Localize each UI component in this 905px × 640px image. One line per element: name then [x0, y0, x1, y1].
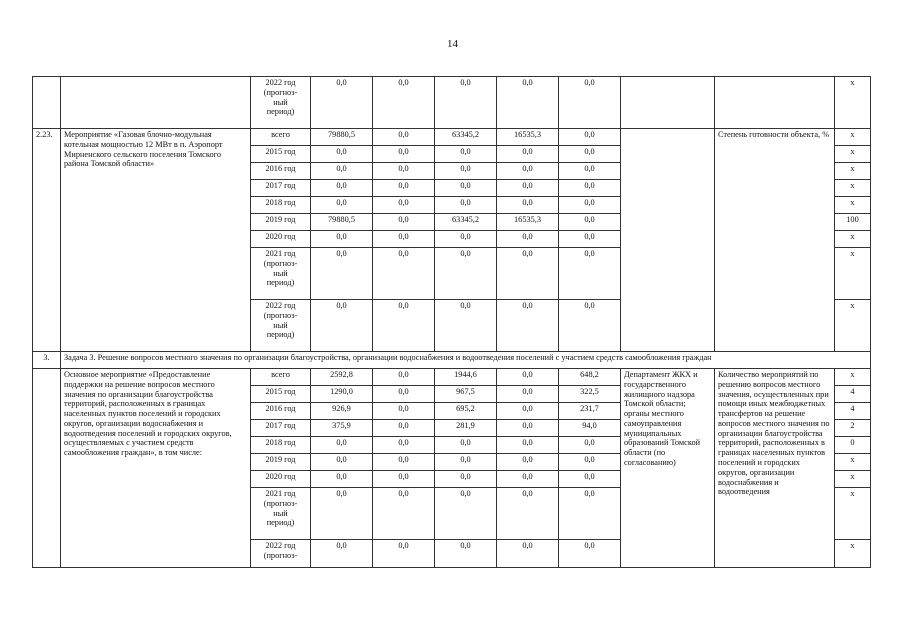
value-local: 0,0: [497, 77, 559, 129]
value-total: 0,0: [311, 180, 373, 197]
value-regional: 0,0: [435, 540, 497, 568]
value-federal: 0,0: [373, 197, 435, 214]
value-federal: 0,0: [373, 454, 435, 471]
value-regional: 0,0: [435, 146, 497, 163]
year-cell: 2018 год: [251, 437, 311, 454]
value-total: 926,9: [311, 403, 373, 420]
value-total: 0,0: [311, 488, 373, 540]
value-other: 0,0: [559, 231, 621, 248]
indicator-cell: Степень готовности объекта, %: [715, 129, 835, 352]
task-number: 3.: [33, 352, 61, 369]
indicator-cell: [715, 77, 835, 129]
value-other: 0,0: [559, 180, 621, 197]
target-cell: х: [835, 488, 871, 540]
target-cell: х: [835, 197, 871, 214]
value-other: 0,0: [559, 197, 621, 214]
page-number: 14: [447, 38, 458, 50]
value-federal: 0,0: [373, 180, 435, 197]
value-federal: 0,0: [373, 129, 435, 146]
target-cell: х: [835, 454, 871, 471]
value-regional: 0,0: [435, 197, 497, 214]
value-total: 79880,5: [311, 214, 373, 231]
year-cell: всего: [251, 369, 311, 386]
value-regional: 0,0: [435, 248, 497, 300]
year-cell: 2018 год: [251, 197, 311, 214]
value-other: 0,0: [559, 300, 621, 352]
value-local: 0,0: [497, 146, 559, 163]
value-other: 0,0: [559, 437, 621, 454]
target-cell: х: [835, 146, 871, 163]
task-text: Задача 3. Решение вопросов местного значения по организации благоустройства, организации водоснабжения и водоотведения поселений с участием средств самообложения граждан: [61, 352, 871, 369]
year-cell: 2016 год: [251, 163, 311, 180]
value-regional: 0,0: [435, 77, 497, 129]
year-cell: 2019 год: [251, 214, 311, 231]
value-local: 0,0: [497, 248, 559, 300]
value-regional: 0,0: [435, 180, 497, 197]
value-local: 0,0: [497, 540, 559, 568]
value-local: 0,0: [497, 437, 559, 454]
value-regional: 0,0: [435, 300, 497, 352]
table-row: [33, 369, 871, 386]
value-regional: 967,5: [435, 386, 497, 403]
target-cell: х: [835, 369, 871, 386]
value-other: 94,0: [559, 420, 621, 437]
value-local: 0,0: [497, 163, 559, 180]
value-regional: 63345,2: [435, 214, 497, 231]
year-cell: 2016 год: [251, 403, 311, 420]
value-regional: 0,0: [435, 488, 497, 540]
task-row: [33, 352, 871, 369]
value-local: 0,0: [497, 386, 559, 403]
target-cell: х: [835, 180, 871, 197]
target-cell: 100: [835, 214, 871, 231]
value-total: 0,0: [311, 471, 373, 488]
value-total: 0,0: [311, 231, 373, 248]
value-total: 0,0: [311, 163, 373, 180]
value-local: 0,0: [497, 369, 559, 386]
value-other: 0,0: [559, 214, 621, 231]
value-local: 16535,3: [497, 129, 559, 146]
year-cell: 2021 год (прогноз- ный период): [251, 488, 311, 540]
value-federal: 0,0: [373, 471, 435, 488]
target-cell: х: [835, 540, 871, 568]
target-cell: х: [835, 129, 871, 146]
value-other: 0,0: [559, 77, 621, 129]
value-federal: 0,0: [373, 248, 435, 300]
value-total: 0,0: [311, 300, 373, 352]
target-cell: х: [835, 77, 871, 129]
value-total: 2592,8: [311, 369, 373, 386]
value-other: 0,0: [559, 248, 621, 300]
target-cell: х: [835, 300, 871, 352]
value-total: 0,0: [311, 454, 373, 471]
name-cell: [61, 77, 251, 129]
value-local: 0,0: [497, 420, 559, 437]
year-cell: всего: [251, 129, 311, 146]
year-cell: 2022 год (прогноз- ный период): [251, 300, 311, 352]
value-other: 0,0: [559, 540, 621, 568]
num-cell: [33, 369, 61, 568]
indicator-cell: Количество мероприятий по решению вопросов местного значения, осуществленных при помощи иных межбюджетных трансфертов на решение вопросов местного значения по организации благоустройства территорий, расположенных в границах населенных пунктов поселений и городских округов, организации водоснабжения и водоотведения: [715, 369, 835, 568]
value-local: 0,0: [497, 488, 559, 540]
value-federal: 0,0: [373, 146, 435, 163]
value-total: 0,0: [311, 437, 373, 454]
value-federal: 0,0: [373, 420, 435, 437]
target-cell: 2: [835, 420, 871, 437]
year-cell: 2015 год: [251, 146, 311, 163]
value-federal: 0,0: [373, 386, 435, 403]
value-regional: 1944,6: [435, 369, 497, 386]
target-cell: 4: [835, 386, 871, 403]
value-local: 16535,3: [497, 214, 559, 231]
value-total: 0,0: [311, 146, 373, 163]
value-federal: 0,0: [373, 403, 435, 420]
value-regional: 0,0: [435, 437, 497, 454]
value-other: 0,0: [559, 129, 621, 146]
target-cell: 4: [835, 403, 871, 420]
value-local: 0,0: [497, 180, 559, 197]
value-federal: 0,0: [373, 488, 435, 540]
value-regional: 0,0: [435, 471, 497, 488]
year-cell: 2022 год (прогноз- ный период): [251, 77, 311, 129]
executor-cell: [621, 77, 715, 129]
value-federal: 0,0: [373, 369, 435, 386]
value-other: 0,0: [559, 471, 621, 488]
value-federal: 0,0: [373, 163, 435, 180]
item-name: Мероприятие «Газовая блочно-модульная котельная мощностью 12 МВт в п. Аэропорт Мирненского сельского поселения Томского района Томской области»: [61, 129, 251, 352]
value-total: 0,0: [311, 197, 373, 214]
value-regional: 0,0: [435, 163, 497, 180]
target-cell: х: [835, 231, 871, 248]
target-cell: х: [835, 163, 871, 180]
value-local: 0,0: [497, 231, 559, 248]
year-cell: 2020 год: [251, 231, 311, 248]
year-cell: 2021 год (прогноз- ный период): [251, 248, 311, 300]
value-local: 0,0: [497, 403, 559, 420]
year-cell: 2022 год (прогноз-: [251, 540, 311, 568]
value-other: 0,0: [559, 454, 621, 471]
value-total: 375,9: [311, 420, 373, 437]
value-total: 1290,0: [311, 386, 373, 403]
value-total: 0,0: [311, 248, 373, 300]
year-cell: 2019 год: [251, 454, 311, 471]
value-total: 0,0: [311, 540, 373, 568]
value-local: 0,0: [497, 471, 559, 488]
year-cell: 2017 год: [251, 180, 311, 197]
value-federal: 0,0: [373, 214, 435, 231]
year-cell: 2015 год: [251, 386, 311, 403]
item-name: Основное мероприятие «Предоставление поддержки на решение вопросов местного значения по организации благоустройства территорий, расположенных в границах населенных пунктов поселений и городских округов, организации водоснабжения и водоотведения поселений и городских округов, осуществляемых с участием средств самообложения граждан», в том числе:: [61, 369, 251, 568]
value-federal: 0,0: [373, 231, 435, 248]
num-cell: [33, 77, 61, 129]
table-row: [33, 129, 871, 146]
value-total: 79880,5: [311, 129, 373, 146]
value-other: 0,0: [559, 146, 621, 163]
executor-cell: [621, 129, 715, 352]
program-table: [32, 76, 871, 568]
target-cell: х: [835, 248, 871, 300]
value-other: 0,0: [559, 163, 621, 180]
year-cell: 2020 год: [251, 471, 311, 488]
value-local: 0,0: [497, 300, 559, 352]
value-federal: 0,0: [373, 300, 435, 352]
value-federal: 0,0: [373, 437, 435, 454]
item-number: 2.23.: [33, 129, 61, 352]
target-cell: х: [835, 471, 871, 488]
table-row: [33, 77, 871, 129]
value-regional: 0,0: [435, 231, 497, 248]
value-other: 648,2: [559, 369, 621, 386]
value-federal: 0,0: [373, 77, 435, 129]
executor-cell: Департамент ЖКХ и государственного жилищного надзора Томской области; органы местного самоуправления муниципальных образований Томской области (по согласованию): [621, 369, 715, 568]
value-local: 0,0: [497, 454, 559, 471]
value-regional: 63345,2: [435, 129, 497, 146]
value-federal: 0,0: [373, 540, 435, 568]
value-total: 0,0: [311, 77, 373, 129]
value-other: 231,7: [559, 403, 621, 420]
target-cell: 0: [835, 437, 871, 454]
value-regional: 695,2: [435, 403, 497, 420]
value-local: 0,0: [497, 197, 559, 214]
value-other: 322,5: [559, 386, 621, 403]
year-cell: 2017 год: [251, 420, 311, 437]
value-other: 0,0: [559, 488, 621, 540]
value-regional: 0,0: [435, 454, 497, 471]
value-regional: 281,9: [435, 420, 497, 437]
